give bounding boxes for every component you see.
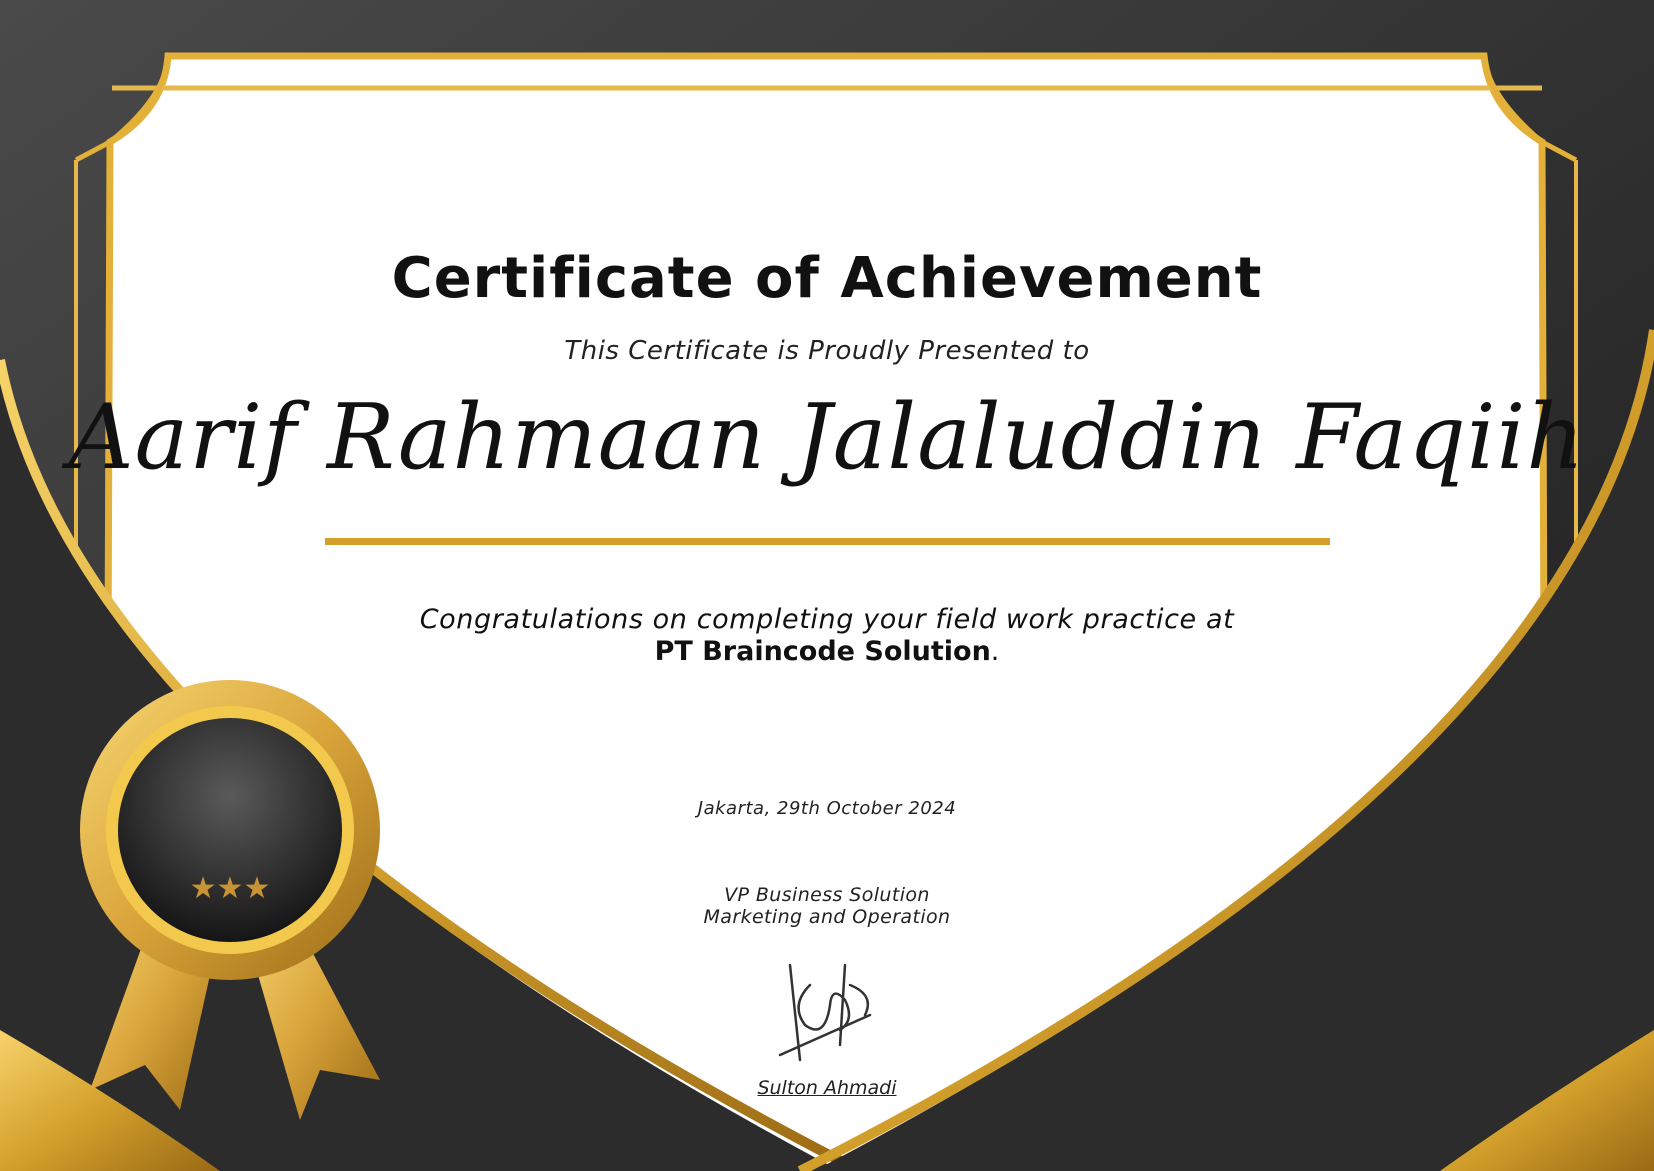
company-line — [0, 636, 1654, 667]
recipient-name: Aarif Rahmaan Jalaluddin Faqiih — [68, 385, 1586, 490]
congratulations-text: Congratulations on completing your field work practice at — [419, 604, 1235, 635]
certificate-subtitle: This Certificate is Proudly Presented to — [564, 336, 1090, 366]
signer-name: Sulton Ahmadi — [757, 1077, 897, 1099]
signer-title-line1: VP Business Solution — [724, 884, 930, 906]
name-underline — [325, 538, 1330, 545]
place-date: Jakarta, 29th October 2024 — [697, 798, 957, 819]
seal-stars: ★★★ — [189, 871, 271, 906]
company-name: PT Braincode Solution — [654, 636, 991, 667]
signer-title-line2: Marketing and Operation — [703, 906, 951, 928]
certificate-title: Certificate of Achievement — [391, 246, 1263, 311]
company-suffix: . — [990, 636, 1000, 667]
signature-icon — [770, 945, 890, 1075]
